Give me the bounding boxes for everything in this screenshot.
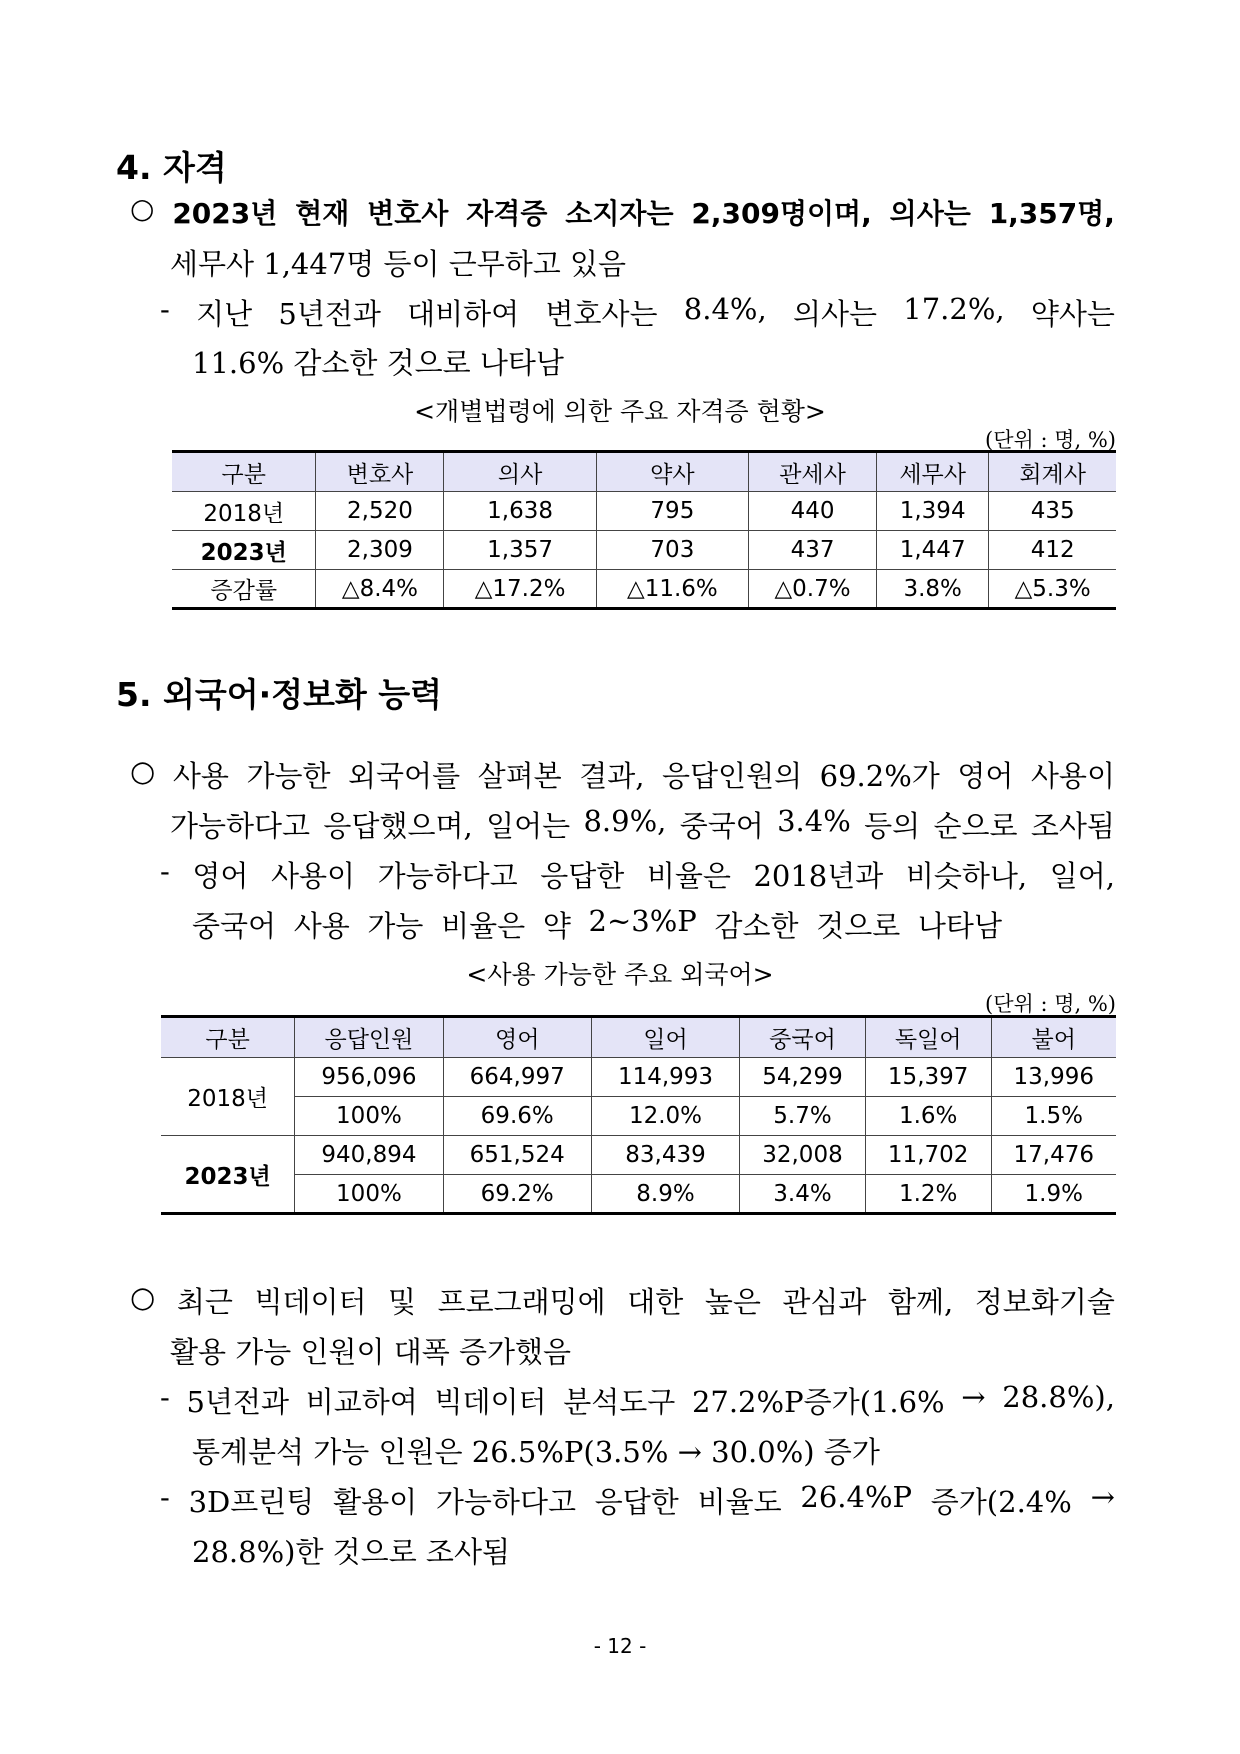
- word: 응답한: [540, 859, 625, 893]
- word: 2,309명이며,: [691, 197, 872, 230]
- word: 사용이: [1030, 759, 1115, 793]
- table-cell: 2,309: [316, 531, 444, 570]
- word: 나타남: [917, 909, 1002, 943]
- column-header: 구분: [172, 452, 316, 492]
- word: 의사는: [889, 197, 971, 230]
- sec5-p2-line2: [192, 904, 1002, 945]
- word: 의사는: [792, 297, 878, 331]
- column-header: 약사: [596, 452, 748, 492]
- table-cell: 114,993: [591, 1058, 739, 1097]
- word: 비율은: [646, 859, 731, 893]
- table-cell: 1.9%: [991, 1175, 1116, 1214]
- table-cell: 651,524: [443, 1136, 591, 1175]
- word: 중국어: [679, 809, 764, 843]
- table-cell: △0.7%: [749, 570, 877, 609]
- row-header: 증감률: [172, 570, 316, 609]
- table-row: [161, 1058, 1116, 1097]
- sec5-p1-line2: [170, 804, 1115, 845]
- word: 28.8%),: [1002, 1380, 1115, 1414]
- table1-unit: (단위 : 명, %): [985, 428, 1116, 452]
- word: 비율은: [441, 909, 526, 943]
- word: 17.2%,: [903, 292, 1005, 326]
- column-header: 일어: [591, 1017, 739, 1058]
- word: 결과,: [579, 759, 645, 793]
- table-cell: 1.6%: [865, 1097, 991, 1136]
- table-cell: 1.5%: [991, 1097, 1116, 1136]
- section-5-title: 5. 외국어·정보화 능력: [116, 675, 443, 714]
- sec5-p3-line1: [130, 1280, 1115, 1321]
- word: -: [160, 1480, 170, 1514]
- word: 살펴본: [477, 759, 562, 793]
- column-header: 응답인원: [295, 1017, 443, 1058]
- word: 현재: [295, 197, 350, 230]
- word: -: [160, 1380, 170, 1414]
- table-row: [161, 1097, 1116, 1136]
- row-header: 2018년: [172, 492, 316, 531]
- table-cell: 17,476: [991, 1136, 1116, 1175]
- table-cell: 3.4%: [740, 1175, 866, 1214]
- word: 일어,: [1049, 859, 1115, 893]
- table-row: [161, 1136, 1116, 1175]
- word: 정보화기술: [974, 1285, 1115, 1319]
- column-header: 중국어: [740, 1017, 866, 1058]
- table-cell: 440: [749, 492, 877, 531]
- word: 응답했으며,: [323, 809, 473, 843]
- sec5-p3-line2: 활용 가능 인원이 대폭 증가했음: [170, 1335, 572, 1369]
- table-cell: 1,638: [444, 492, 596, 531]
- table-cell: △8.4%: [316, 570, 444, 609]
- table-cell: 1,357: [444, 531, 596, 570]
- word: 빅데이터: [254, 1285, 367, 1319]
- word: →: [1090, 1480, 1115, 1514]
- column-header: 영어: [443, 1017, 591, 1058]
- table1-caption: <개별법령에 의한 주요 자격증 현황>: [414, 397, 826, 426]
- word: 증가(2.4%: [930, 1485, 1072, 1519]
- word: 등의: [864, 809, 921, 843]
- word: 27.2%P증가(1.6%: [691, 1385, 945, 1419]
- word: 프로그래밍에: [437, 1285, 606, 1319]
- table-cell: 32,008: [740, 1136, 866, 1175]
- word: 사용: [293, 909, 350, 943]
- table-cell: 1,447: [877, 531, 989, 570]
- table2-caption: <사용 가능한 주요 외국어>: [466, 960, 774, 989]
- table-cell: 703: [596, 531, 748, 570]
- table-cell: 2,520: [316, 492, 444, 531]
- table-cell: 412: [989, 531, 1116, 570]
- table-cell: 8.9%: [591, 1175, 739, 1214]
- table-cell: 100%: [295, 1097, 443, 1136]
- qualification-table: [172, 450, 1116, 610]
- word: 2018년과: [753, 859, 884, 893]
- table-cell: 13,996: [991, 1058, 1116, 1097]
- column-header: 변호사: [316, 452, 444, 492]
- word: 가능: [367, 909, 424, 943]
- word: 비슷하나,: [905, 859, 1028, 893]
- table-cell: △17.2%: [444, 570, 596, 609]
- sec5-p5-line1: [160, 1480, 1115, 1521]
- table-cell: 100%: [295, 1175, 443, 1214]
- word: ○: [130, 192, 155, 225]
- word: 조사됨: [1030, 809, 1115, 843]
- table-cell: 956,096: [295, 1058, 443, 1097]
- page-number: - 12 -: [593, 1634, 647, 1658]
- row-header: 2018년: [161, 1058, 295, 1136]
- word: 및: [388, 1285, 417, 1319]
- column-header: 독일어: [865, 1017, 991, 1058]
- word: 영어: [957, 759, 1014, 793]
- table-cell: 795: [596, 492, 748, 531]
- word: 외국어를: [348, 759, 461, 793]
- foreign-language-table: [161, 1015, 1116, 1215]
- table-cell: 940,894: [295, 1136, 443, 1175]
- word: 활용이: [333, 1485, 418, 1519]
- table-cell: △5.3%: [989, 570, 1116, 609]
- sec5-p4-line1: [160, 1380, 1115, 1421]
- sec5-p5-line2: 28.8%)한 것으로 조사됨: [192, 1535, 510, 1569]
- word: 약: [542, 909, 571, 943]
- word: 가능하다고: [435, 1485, 576, 1519]
- column-header: 관세사: [749, 452, 877, 492]
- table-row: [161, 1175, 1116, 1214]
- word: →: [961, 1380, 986, 1414]
- word: 사용: [172, 759, 229, 793]
- word: -: [160, 292, 170, 326]
- table-cell: 69.2%: [443, 1175, 591, 1214]
- column-header: 회계사: [989, 452, 1116, 492]
- word: 가능하다고: [377, 859, 518, 893]
- sec4-p2-line2: 11.6% 감소한 것으로 나타남: [192, 346, 564, 380]
- word: 빅데이터: [434, 1385, 547, 1419]
- table-cell: 437: [749, 531, 877, 570]
- section-4-title: 4. 자격: [116, 148, 227, 187]
- table-cell: 5.7%: [740, 1097, 866, 1136]
- column-header: 세무사: [877, 452, 989, 492]
- table-cell: 69.6%: [443, 1097, 591, 1136]
- table-row: [172, 570, 1116, 609]
- word: 가능하다고: [170, 809, 311, 843]
- word: 사용이: [270, 859, 356, 893]
- row-header: 2023년: [161, 1136, 295, 1214]
- sec4-p1-line1: [130, 192, 1115, 232]
- table2-unit: (단위 : 명, %): [985, 992, 1116, 1016]
- table-cell: △11.6%: [596, 570, 748, 609]
- word: 최근: [176, 1285, 233, 1319]
- word: 비교하여: [305, 1385, 418, 1419]
- word: 약사는: [1030, 297, 1115, 331]
- sec5-p4-line2: 통계분석 가능 인원은 26.5%P(3.5% → 30.0%) 증가: [192, 1435, 880, 1469]
- table-cell: 12.0%: [591, 1097, 739, 1136]
- table-cell: 83,439: [591, 1136, 739, 1175]
- word: 변호사는: [545, 297, 658, 331]
- word: 응답한: [594, 1485, 679, 1519]
- sec4-p2-line1: [160, 292, 1115, 333]
- word: 관심과: [782, 1285, 867, 1319]
- table-cell: 15,397: [865, 1058, 991, 1097]
- word: 69.2%가: [819, 759, 940, 793]
- word: 분석도구: [563, 1385, 676, 1419]
- word: 2023년: [172, 197, 278, 230]
- word: 감소한: [714, 909, 799, 943]
- table-cell: 664,997: [443, 1058, 591, 1097]
- word: 일어는: [486, 809, 571, 843]
- word: 8.9%,: [583, 804, 667, 838]
- word: 지난: [196, 297, 253, 331]
- word: 중국어: [192, 909, 277, 943]
- word: 1,357명,: [988, 197, 1115, 230]
- word: 3D프린팅: [188, 1485, 315, 1519]
- word: 5년전과: [278, 297, 381, 331]
- column-header: 구분: [161, 1017, 295, 1058]
- table-cell: 1.2%: [865, 1175, 991, 1214]
- column-header: 의사: [444, 452, 596, 492]
- word: 높은: [704, 1285, 761, 1319]
- table-cell: 435: [989, 492, 1116, 531]
- word: ○: [130, 1280, 156, 1314]
- word: 3.4%: [777, 804, 851, 838]
- table-cell: 1,394: [877, 492, 989, 531]
- column-header: 불어: [991, 1017, 1116, 1058]
- word: -: [160, 854, 170, 888]
- word: 영어: [192, 859, 249, 893]
- word: 자격증: [466, 197, 548, 230]
- word: 26.4%P: [800, 1480, 913, 1514]
- word: 것으로: [816, 909, 901, 943]
- row-header: 2023년: [172, 531, 316, 570]
- word: 응답인원의: [662, 759, 803, 793]
- word: 함께,: [888, 1285, 954, 1319]
- table-cell: 3.8%: [877, 570, 989, 609]
- word: 대비하여: [407, 297, 520, 331]
- table-cell: 54,299: [740, 1058, 866, 1097]
- sec5-p1-line1: [130, 754, 1115, 795]
- table-cell: 11,702: [865, 1136, 991, 1175]
- word: 대한: [627, 1285, 684, 1319]
- word: 비율도: [697, 1485, 782, 1519]
- word: 순으로: [933, 809, 1018, 843]
- word: 2~3%P: [588, 904, 697, 938]
- table-row: [172, 492, 1116, 531]
- table-row: [172, 531, 1116, 570]
- word: 5년전과: [186, 1385, 289, 1419]
- word: ○: [130, 754, 156, 788]
- word: 8.4%,: [683, 292, 767, 326]
- sec5-p2-line1: [160, 854, 1115, 895]
- word: 변호사: [367, 197, 449, 230]
- word: 소지자는: [565, 197, 674, 230]
- sec4-p1-line2: 세무사 1,447명 등이 근무하고 있음: [170, 247, 627, 281]
- word: 가능한: [246, 759, 331, 793]
